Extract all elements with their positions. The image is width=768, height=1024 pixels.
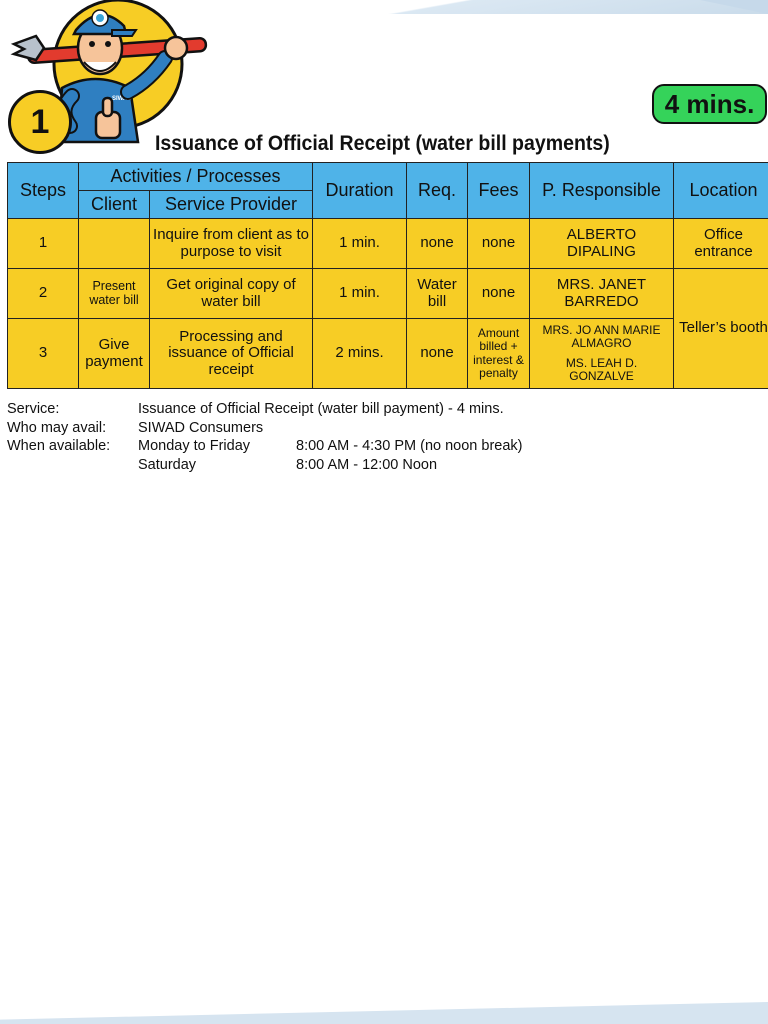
- row-service-provider: Inquire from client as to purpose to visit: [150, 219, 313, 269]
- header-client: Client: [79, 191, 150, 219]
- header-activities: Activities / Processes: [79, 163, 313, 191]
- row-responsible: [530, 269, 674, 319]
- responsible-person: MS. LEAH D. GONZALVE: [565, 355, 638, 383]
- row-client: Present water bill: [79, 269, 150, 319]
- service-info: [7, 400, 523, 474]
- row-step: 1: [8, 219, 79, 269]
- row-duration: 1 min.: [313, 269, 407, 319]
- row-service-provider: Get original copy of water bill: [150, 269, 313, 319]
- schedule-days: Monday to Friday: [138, 438, 251, 454]
- process-table: [7, 162, 768, 389]
- row-client: Give payment: [79, 319, 150, 389]
- service-row: [7, 400, 523, 419]
- schedule-hours: 8:00 AM - 4:30 PM (no noon break): [296, 438, 523, 454]
- row-responsible: [530, 319, 674, 389]
- table-row: [8, 319, 768, 389]
- when-label-spacer: [7, 456, 138, 475]
- row-fees: none: [468, 269, 530, 319]
- bottom-decoration: [0, 1002, 768, 1024]
- header-req: Req.: [407, 163, 468, 219]
- row-step: 3: [8, 319, 79, 389]
- row-location: Teller’s booth: [674, 269, 768, 389]
- header-duration: Duration: [313, 163, 407, 219]
- avail-value: SIWAD Consumers: [138, 419, 264, 436]
- row-fees: Amount billed + interest & penalty: [468, 319, 530, 389]
- row-duration: 1 min.: [313, 219, 407, 269]
- header-steps: Steps: [8, 163, 79, 219]
- row-duration: 2 mins.: [313, 319, 407, 389]
- schedule-row: [7, 456, 523, 475]
- responsible-person: ALBERTO DIPALING: [566, 226, 637, 260]
- page-title: Issuance of Official Receipt (water bill payments): [155, 132, 610, 155]
- header-fees: Fees: [468, 163, 530, 219]
- row-fees: none: [468, 219, 530, 269]
- row-service-provider: Processing and issuance of Official receipt: [150, 319, 313, 389]
- mascot-shirt-label: SIWAD: [112, 96, 132, 102]
- row-req: none: [407, 319, 468, 389]
- header-location: Location: [674, 163, 768, 219]
- row-responsible: [530, 219, 674, 269]
- duration-badge: 4 mins.: [652, 84, 767, 124]
- table-row: [8, 269, 768, 319]
- avail-row: [7, 419, 523, 438]
- responsible-person: MRS. JANET BARREDO: [556, 276, 647, 310]
- when-label: When available:: [7, 438, 111, 454]
- row-req: Water bill: [407, 269, 468, 319]
- step-number-circle: 1: [8, 90, 72, 154]
- row-step: 2: [8, 269, 79, 319]
- header-service-provider: Service Provider: [150, 191, 313, 219]
- service-label: Service:: [7, 401, 60, 417]
- avail-label: Who may avail:: [7, 419, 107, 436]
- schedule-hours: 8:00 AM - 12:00 Noon: [296, 456, 438, 473]
- row-client: [79, 219, 150, 269]
- row-location: Office entrance: [674, 219, 768, 269]
- header-responsible: P. Responsible: [530, 163, 674, 219]
- schedule-days: Saturday: [138, 456, 197, 473]
- schedule-row: [7, 437, 523, 456]
- row-req: none: [407, 219, 468, 269]
- service-value: Issuance of Official Receipt (water bill payment) - 4 mins.: [138, 401, 504, 417]
- responsible-person: MRS. JO ANN MARIE ALMAGRO: [542, 323, 661, 351]
- table-row: [8, 219, 768, 269]
